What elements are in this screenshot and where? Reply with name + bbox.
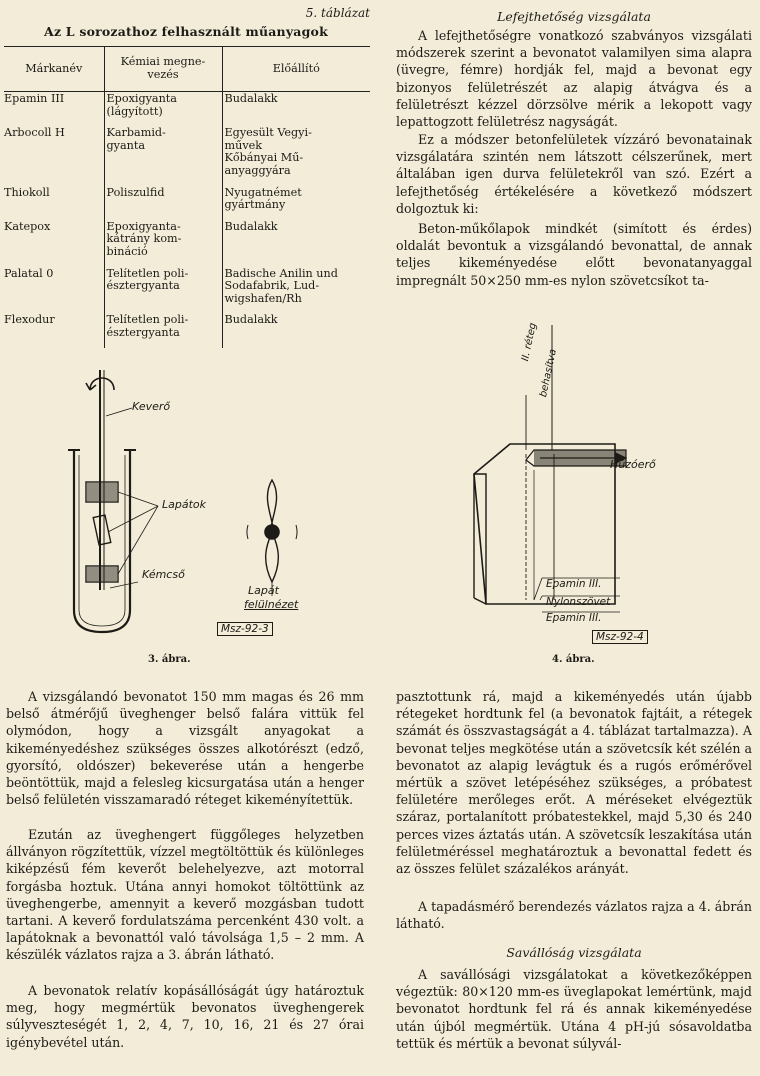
cell-chemical: Karbamid- gyanta <box>104 126 222 185</box>
header-maker: Előállító <box>222 47 370 92</box>
fig3-code: Msz-92-3 <box>217 622 273 636</box>
paragraph: A savállósági vizsgálatokat a következőképpen végeztük: 80×120 mm-es üveglapokat lemértünk, majd bevonatot hordtunk fel rá és annak kikeményedése után újból megmértük. Utána 4 pH-jú sósavoldatba tettük és mértük a bevonat súlyvál- <box>396 967 752 1051</box>
paragraph: A lefejthetőségre vonatkozó szabványos vizsgálati módszerek szerint a bevonatot valamilyen sima alapra (üvegre, fémre) hordják fel, majd a bevonat egy bizonyos felületrészét az alapig átvágva és a felületrészt kézzel dörzsölve mérik a lekopott vagy lepattogzott felületrész nagyságát. <box>396 28 752 130</box>
cell-chemical: Poliszulfid <box>104 186 222 220</box>
cell-brand: Arbocoll H <box>4 126 65 140</box>
cell-maker: Nyugatnémet gyártmány <box>222 186 370 220</box>
paragraph: Ezután az üveghengert függőleges helyzetben állványon rögzítettük, vízzel megtöltöttük és különleges kiképzésű fém keverőt belehelyezve, azt motorral forgásba hoztuk. Utána annyi homokot töltöttünk az üveghengerbe, amennyit a keverő mozgásban tudott tartani. A keverő fordulatszáma percenként 430 volt. a lapátoknak a bevonattól való távolsága 1,5 – 2 mm. A készülék vázlatos rajza a 3. ábrán látható. <box>6 827 364 963</box>
cell-brand: Epamin III <box>4 92 65 105</box>
fig3-label-test-tube: Kémcső <box>142 568 185 581</box>
fig3-label-top-view: felülnézet <box>244 598 299 611</box>
table-row <box>4 126 370 185</box>
paragraph: Beton-műkőlapok mindkét (simított és érdes) oldalát bevontuk a vizsgálandó bevonattal, de annak teljes kikeményedése előtt bevonatanyaggal impregnált 50×250 mm-es nylon szövetcsíkot ta- <box>396 221 752 288</box>
cell-chemical: Telítetlen poli- észtergyanta <box>104 267 222 314</box>
header-brand: Márkanév <box>4 47 104 92</box>
table-header-row <box>4 47 370 92</box>
fig4-label-layer: II. réteg <box>520 321 539 363</box>
cell-maker: Budalakk <box>222 220 370 267</box>
paragraph: A vizsgálandó bevonatot 150 mm magas és 26 mm belső átmérőjű üveghenger belső falára vittük fel olymódon, hogy a vizsgált anyagokat a kikeményedéshez szükséges összes alkotórészt (edző, gyorsító, oldószer) bekeverése után a hengerbe beöntöttük, majd a felesleg kicsurgatása után a henger belső felületén visszamaradó réteget kikeményítettük. <box>6 689 364 808</box>
fig4-label-pull-force: Húzóerő <box>610 458 656 471</box>
fig4-caption: 4. ábra. <box>552 654 595 665</box>
cell-brand: Flexodur <box>4 313 55 327</box>
header-chemical: Kémiai megne- vezés <box>104 47 222 92</box>
cell-chemical: Epoxigyanta- kátrány kom- bináció <box>104 220 222 267</box>
cell-maker: Badische Anilin und Sodafabrik, Lud- wigshafen/Rh <box>222 267 370 314</box>
fig4-label-nylon: Nylonszövet <box>546 596 611 608</box>
table-row <box>4 186 370 220</box>
fig4-label-epamin-1: Epamin III. <box>546 578 602 590</box>
fig4-label-epamin-2: Epamin III. <box>546 612 602 624</box>
cell-brand: Thiokoll <box>4 185 50 199</box>
cell-chemical: Telítetlen poli- észtergyanta <box>104 313 222 347</box>
fig3-caption: 3. ábra. <box>148 654 191 665</box>
section-heading-acid: Savállóság vizsgálata <box>506 945 642 960</box>
section-heading-peel: Lefejthetőség vizsgálata <box>497 9 651 24</box>
table-row <box>4 92 370 127</box>
paragraph: Ez a módszer betonfelületek vízzáró bevonatainak vizsgálatára szintén nem látszott célszerűnek, mert általában igen durva felületekről van szó. Ezért a lefejthetőség értékelésére a következő módszert dolgoztuk ki: <box>396 132 752 216</box>
table-row <box>4 313 370 347</box>
cell-maker: Egyesült Vegyi- művek Kőbányai Mű- anyaggyára <box>222 126 370 185</box>
cell-brand: Katepox <box>4 219 51 233</box>
table-row <box>4 220 370 267</box>
fig3-label-paddle: Lapát <box>248 584 279 597</box>
fig3-label-paddles: Lapátok <box>162 498 207 511</box>
paragraph: A tapadásmérő berendezés vázlatos rajza a 4. ábrán látható. <box>396 899 752 932</box>
table-number: 5. táblázat <box>305 6 370 20</box>
paragraph: pasztottunk rá, majd a kikeményedés után újabb rétegeket hordtunk fel (a bevonatok fajtáit, a rétegek számát és összvastagságát a 4. táblázat tartalmazza). A bevonat teljes megkötése után a szövetcsík két szélén a bevonatot az alapig levágtuk és a rugós erőmérővel mértük a szövet letépéséhez szükséges, a próbatest felületére merőleges erőt. A méréseket elvégeztük száraz, portalanított próbatestekkel, majd 5,30 és 240 perces vizes áztatás után. A szövetcsík leszakítása után felületméréssel meghatároztuk a bevonattal fedett és az összes felület százalékos arányát. <box>396 689 752 877</box>
table-row <box>4 267 370 314</box>
fig3-label-mixer: Keverő <box>132 400 171 413</box>
paragraph: A bevonatok relatív kopásállóságát úgy határoztuk meg, hogy megmértük bevonatos üveghengerek súlyveszteségét 1, 2, 4, 7, 10, 16, 21 és 27 órai igénybevétel után. <box>6 983 364 1050</box>
fig4-label-slit: behasítva <box>538 348 559 399</box>
fig4-code: Msz-92-4 <box>592 630 648 644</box>
cell-chemical: Epoxigyanta (lágyított) <box>104 92 222 127</box>
materials-table <box>4 46 370 348</box>
cell-maker: Budalakk <box>222 92 370 127</box>
cell-brand: Palatal 0 <box>4 266 54 280</box>
table-title: Az L sorozathoz felhasznált műanyagok <box>44 24 328 39</box>
cell-maker: Budalakk <box>222 313 370 347</box>
